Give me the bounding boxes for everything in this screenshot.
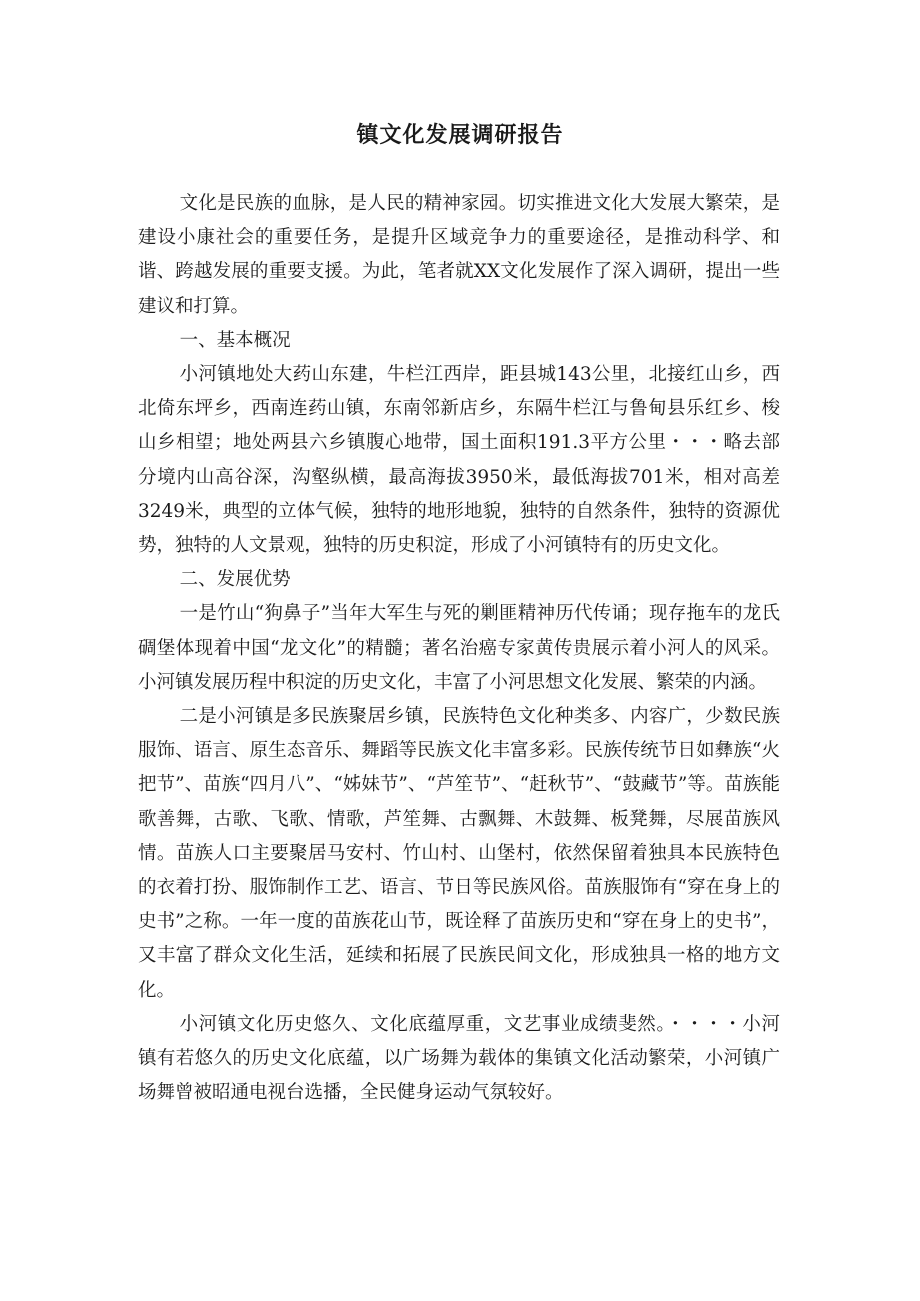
paragraph-intro: 文化是民族的血脉，是人民的精神家园。切实推进文化大发展大繁荣，是建设小康社会的重要任务，是提升区域竞争力的重要途径，是推动科学、和谐、跨越发展的重要支援。为此，笔者就XX文化发展作了深入调研，提出一些建议和打算。: [138, 193, 780, 317]
document-title: 镇文化发展调研报告: [356, 123, 564, 148]
paragraph-advantage-1: 一是竹山“狗鼻子”当年大军生与死的剿匪精神历代传诵；现存拖车的龙氏碉堡体现着中国“龙文化”的精髓；著名治癌专家黄传贵展示着小河人的风采。小河镇发展历程中积淀的历史文化，丰富了小河思想文化发展、繁荣的内涵。: [138, 603, 780, 693]
paragraph-advantage-2: 二是小河镇是多民族聚居乡镇，民族特色文化种类多、内容广，少数民族服饰、语言、原生态音乐、舞蹈等民族文化丰富多彩。民族传统节日如彝族“火把节”、苗族“四月八”、“姊妹节”、“芦笙节”、“赶秋节”、“鼓藏节”等。苗族能歌善舞，古歌、飞歌、情歌，芦笙舞、古飘舞、木鼓舞、板凳舞，尽展苗族风情。苗族人口主要聚居马安村、竹山村、山堡村，依然保留着独具本民族特色的衣着打扮、服饰制作工艺、语言、节日等民族风俗。苗族服饰有“穿在身上的史书”之称。一年一度的苗族花山节，既诠释了苗族历史和“穿在身上的史书”，又丰富了群众文化生活，延续和拓展了民族民间文化，形成独具一格的地方文化。: [138, 706, 780, 1001]
document-body: [138, 187, 780, 1110]
section-heading-overview: 一、基本概况: [179, 329, 291, 351]
paragraph-culture: 小河镇文化历史悠久、文化底蕴厚重，文艺事业成绩斐然。・・・・小河镇有若悠久的历史文化底蕴，以广场舞为载体的集镇文化活动繁荣，小河镇广场舞曾被昭通电视台选播，全民健身运动气氛较好。: [138, 1013, 780, 1104]
paragraph-overview: 小河镇地处大药山东建，牛栏江西岸，距县城143公里，北接红山乡，西北倚东坪乡，西南连药山镇，东南邻新店乡，东隔牛栏江与鲁甸县乐红乡、梭山乡相望；地处两县六乡镇腹心地带，国土面积191.3平方公里・・・略去部分境内山高谷深，沟壑纵横，最高海拔3950米，最低海拔701米，相对高差3249米，典型的立体气候，独特的地形地貌，独特的自然条件，独特的资源优势，独特的人文景观，独特的历史积淀，形成了小河镇特有的历史文化。: [138, 364, 780, 557]
section-heading-advantages: 二、发展优势: [179, 569, 291, 591]
